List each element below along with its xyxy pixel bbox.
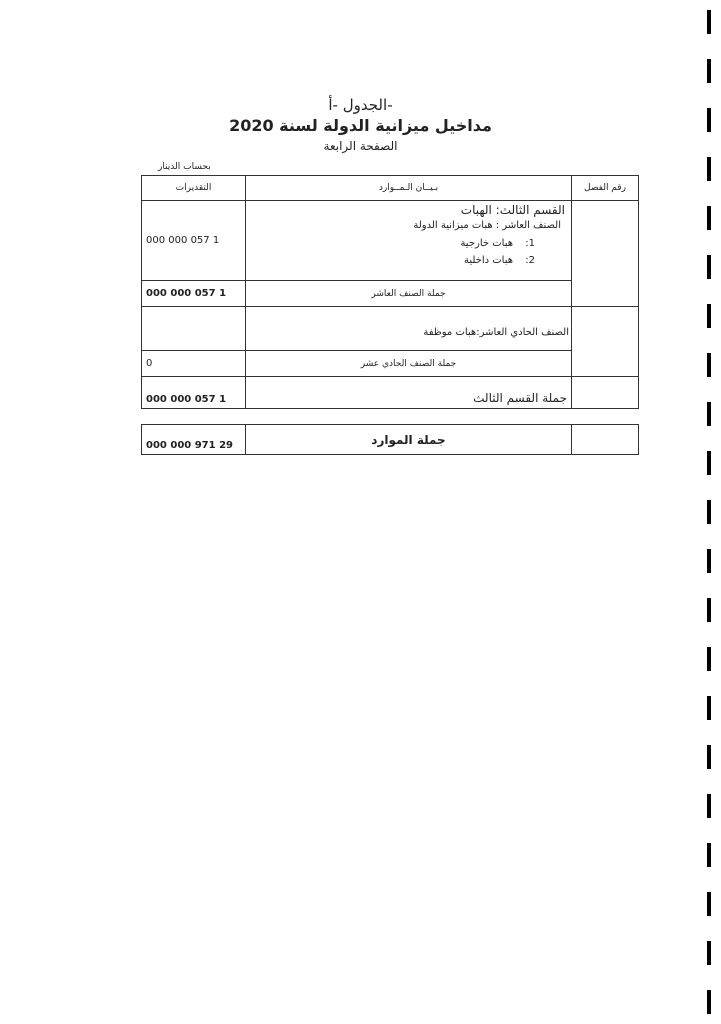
table-row (142, 351, 639, 377)
item1-number: 1: (525, 238, 535, 249)
binding-mark (707, 10, 711, 34)
binding-mark (707, 500, 711, 524)
binding-mark (707, 549, 711, 573)
binding-mark (707, 402, 711, 426)
binding-mark (707, 696, 711, 720)
chapter-cell (572, 425, 639, 455)
binding-mark (707, 108, 711, 132)
class11-total-amount: 0 (142, 351, 246, 377)
table-row (142, 425, 639, 455)
col-estimates-header: التقديرات (142, 176, 246, 201)
page-label: الصفحة الرابعة (323, 139, 398, 153)
col-description-header: بـيــان الـمــوارد (246, 176, 572, 201)
class11-description-cell (246, 307, 572, 351)
table-header-row (142, 176, 639, 201)
col-chapter-header: رقم الفصل (572, 176, 639, 201)
binding-mark (707, 941, 711, 965)
resources-table (141, 175, 639, 409)
binding-mark (707, 157, 711, 181)
table-row (142, 307, 639, 351)
class10-total-label: جملة الصنف العاشر (246, 281, 572, 307)
class11-amount-cell (142, 307, 246, 351)
item2-label: هبات داخلية (463, 255, 513, 266)
unit-label: بحساب الدينار (158, 162, 211, 172)
class10-title: الصنف العاشر : هبات ميزانية الدولة (413, 220, 561, 231)
binding-mark (707, 794, 711, 818)
binding-mark (707, 892, 711, 916)
section-description-cell (246, 201, 572, 281)
binding-mark (707, 304, 711, 328)
section-total-label: جملة القسم الثالث (246, 377, 572, 409)
table-row (142, 377, 639, 409)
section-title: القسم الثالث: الهبات (460, 203, 565, 217)
binding-mark (707, 59, 711, 83)
chapter-cell (572, 307, 639, 377)
binding-mark (707, 255, 711, 279)
page-title: مداخيل ميزانية الدولة لسنة 2020 (229, 116, 492, 135)
class10-total-amount: 1 057 000 000 (142, 281, 246, 307)
binding-mark (707, 990, 711, 1014)
binding-mark (707, 598, 711, 622)
grand-total-table (141, 424, 639, 455)
binding-mark (707, 353, 711, 377)
binding-mark (707, 451, 711, 475)
grand-total-amount: 29 971 000 000 (142, 425, 246, 455)
section-total-amount: 1 057 000 000 (142, 377, 246, 409)
table-label: الجدول -أ- (328, 96, 393, 114)
chapter-cell (572, 201, 639, 307)
binding-mark (707, 745, 711, 769)
table-row (142, 281, 639, 307)
table-row (142, 201, 639, 281)
binding-mark (707, 843, 711, 867)
binding-mark (707, 647, 711, 671)
item2-number: 2: (525, 255, 535, 266)
class11-title: الصنف الحادي العاشر:هبات موظفة (423, 327, 569, 338)
class10-amount: 1 057 000 000 (142, 201, 246, 281)
chapter-cell (572, 377, 639, 409)
item1-label: هبات خارجية (460, 238, 513, 249)
binding-mark (707, 206, 711, 230)
class11-total-label: جملة الصنف الحادي عشر (246, 351, 572, 377)
grand-total-label: جملة الموارد (246, 425, 572, 455)
